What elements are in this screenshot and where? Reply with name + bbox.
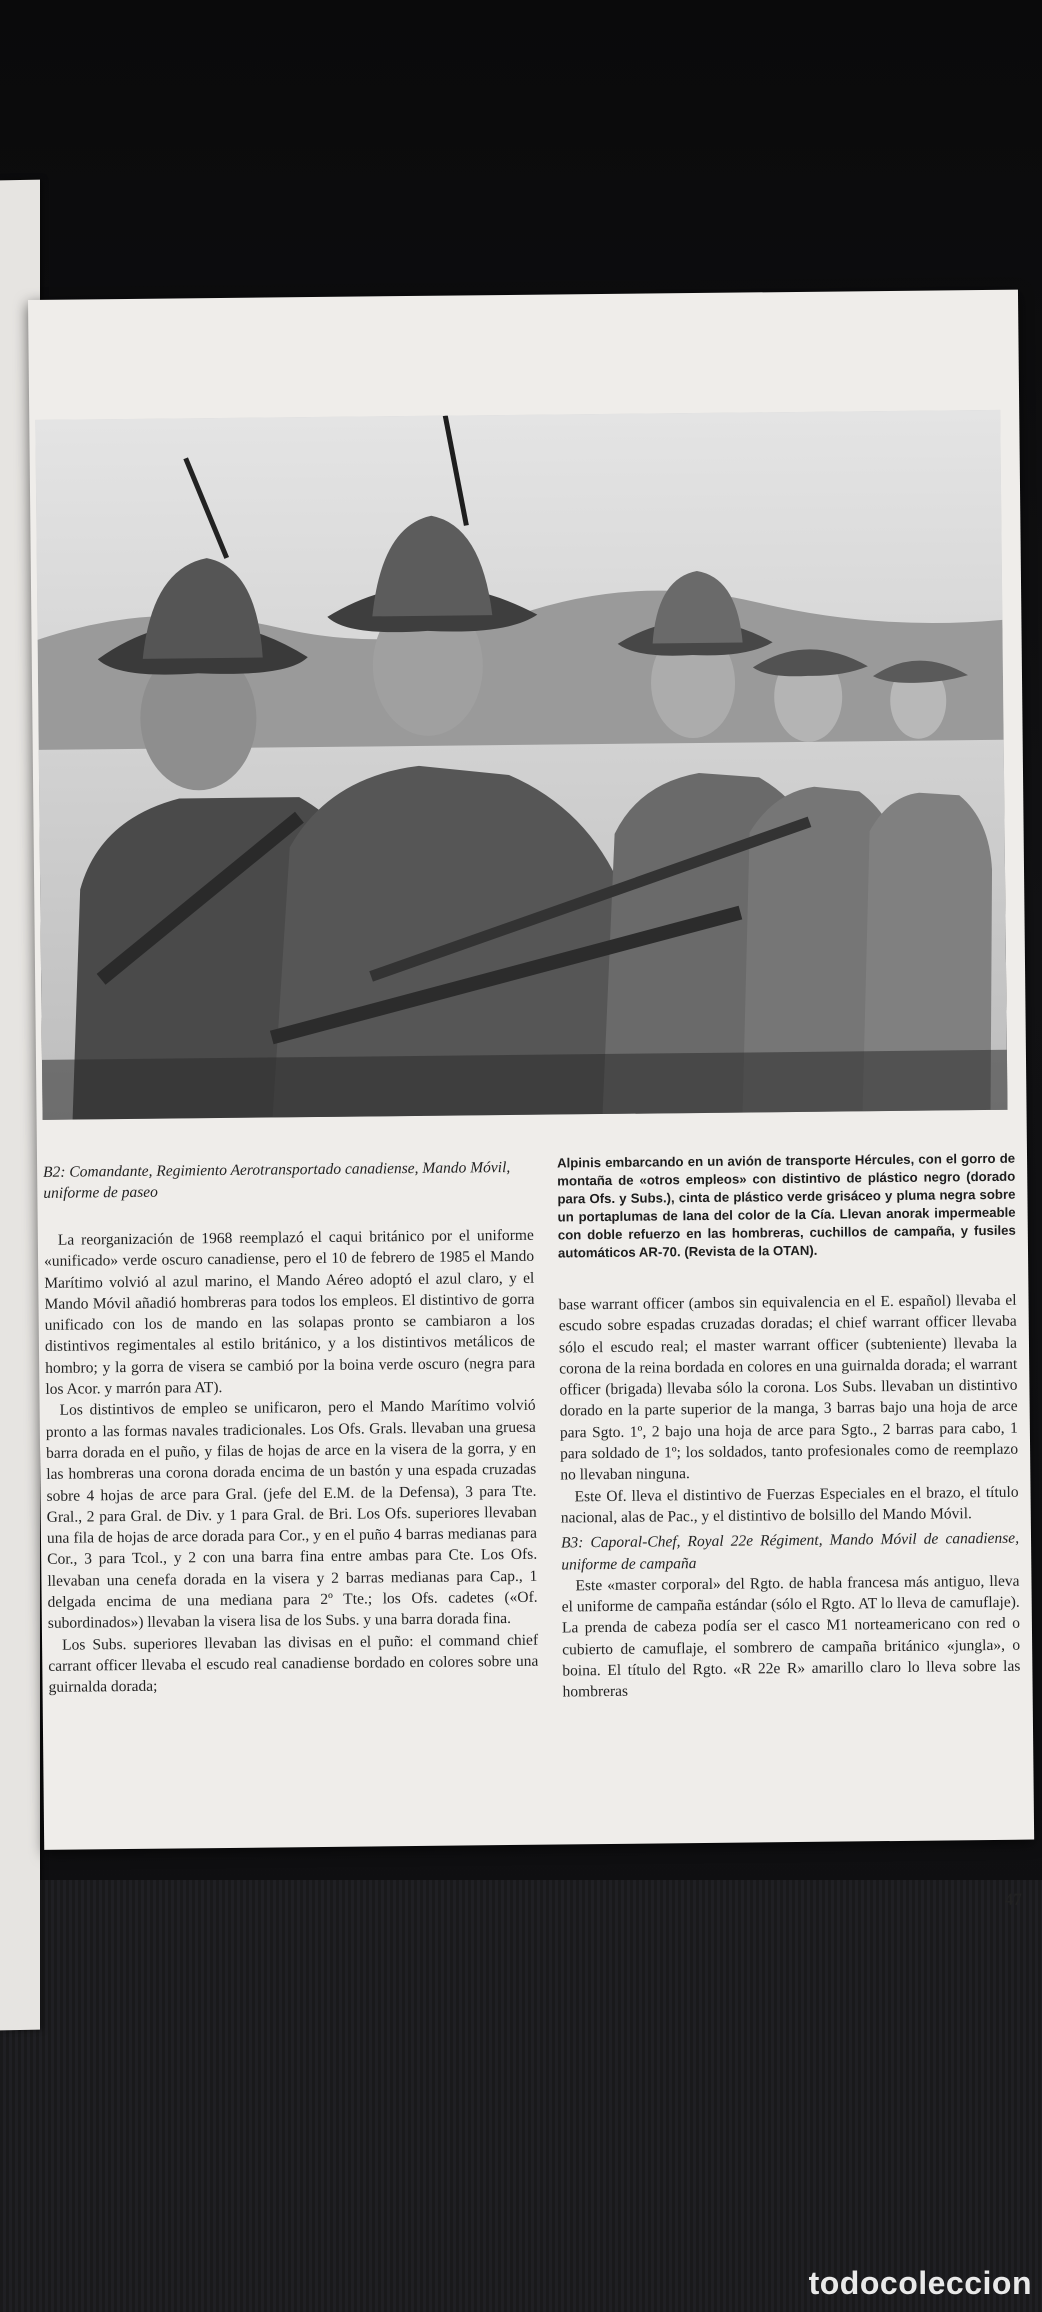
left-column-text bbox=[44, 1225, 539, 1699]
right-column-text bbox=[558, 1290, 1020, 1703]
dark-fabric-surface bbox=[0, 1880, 1042, 2312]
photo-caption: Alpinis embarcando en un avión de transporte Hércules, con el gorro de montaña de «otros empleos» con distintivo de plástico negro (dorado para Ofs. y Subs.), cinta de plástico verde grisáceo y pluma negra sobre un portaplumas de lana del color de la Cía. Llevan anorak impermeable con doble refuerzo en las hombreras, cuchillos de campaña, y fusiles automáticos AR-70. (Revista de la OTAN). bbox=[556, 1150, 1016, 1261]
page-number: 47 bbox=[1004, 1889, 1022, 1909]
left-paragraph: Los Subs. superiores llevaban las divisas en el puño: el command chief carrant officer llevaba el escudo real canadiense bordado en colores sobre una guirnalda dorada; bbox=[48, 1631, 539, 1697]
right-paragraph: base warrant officer (ambos sin equivalencia en el E. español) llevaba el escudo sobre espadas cruzadas doradas; el chief warrant officer llevaba sólo el escudo real; el master warrant officer (subteniente) llevaba la corona de la reina bordada en colores en una guirnalda dorada; el warrant officer (brigada) llevaba sólo la corona. Los Subs. llevaban un distintivo dorado en la parte superior de la manga, 3 barras bajo una hoja de arce para Sgto. 1º, 2 bajo una hoja de arce para Sgto., 2 barras para cabo, 1 para soldado de 1º; los soldados, tanto profesionales como de reemplazo no llevaban ninguna. bbox=[558, 1291, 1019, 1484]
right-paragraph: Este «master corporal» del Rgto. de habla francesa más antiguo, lleva el uniforme de campaña estándar (sólo el Rgto. AT lo lleva de camuflaje). La prenda de cabeza podía ser el casco M1 norteamericano con red o cubierto de camuflaje, el sombrero de campaña británico «jungla», o boina. El título del Rgto. «R 22e R» amarillo claro lo lleva sobre las hombreras bbox=[561, 1572, 1021, 1701]
left-paragraph: La reorganización de 1968 reemplazó el caqui británico por el uniforme «unificado» verde oscuro canadiense, pero el 10 de febrero de 1985 el Mando Marítimo volvió al azul marino, el Mando Aéreo adoptó el azul claro, y el Mando Móvil añadió hombreras para todos los empleos. El distintivo de gorra unificado con los de mando en las solapas pronto se cambiaron a los distintivos regimentales al estilo británico, y a los distintivos metálicos de hombro; y la gorra de visera se cambió por la boina verde oscuro (negra para los Acor. y marrón para AT). bbox=[43, 1226, 536, 1398]
right-paragraph: Este Of. lleva el distintivo de Fuerzas Especiales en el brazo, el título nacional, alas de Pac., y el distintivo de bolsillo del Mando Móvil. bbox=[560, 1483, 1019, 1527]
left-paragraph: Los distintivos de empleo se unificaron, pero el Mando Marítimo volvió pronto a las formas navales tradicionales. Los Ofs. Grals. llevaban una gruesa barra dorada en el puño, y filas de hojas de arce en la visera de la gorra, y en las hombreras una corona dorada encima de un bastón y una espada cruzadas sobre 4 hojas de arce para Gral. (jefe del E.M. de la Defensa), 3 para Tte. Gral., 2 para Gral. de Div. y 1 para Gral. de Bri. Los Ofs. superiores llevaban una fila de hojas de arce dorada para Cor., y en el puño 4 barras medianas para Cor., 3 para Tcol., y 2 con una barra fina entre ambas para Cte. Los Ofs. llevaban una cenefa dorada en la visera y 2 barras medianas para Cap., 1 delgada encima de una mediana para 2º Tte.; los Ofs. cadetes («Of. subordinados») llevaban la visera lisa de los Subs. y una barra dorada fina. bbox=[45, 1397, 538, 1633]
soldiers-photo-illustration bbox=[35, 410, 1007, 1120]
soldiers-photo bbox=[35, 410, 1007, 1120]
caption-b2 bbox=[43, 1157, 533, 1204]
watermark-text: todocoleccion bbox=[808, 2265, 1032, 2301]
caption-b3-title: B3: Caporal-Chef, Royal 22e Régiment, Mando Móvil de canadiense, uniforme de campaña bbox=[560, 1529, 1020, 1574]
caption-b2-title: B2: Comandante, Regimiento Aerotransportado canadiense, Mando Móvil, uniforme de paseo bbox=[43, 1158, 511, 1202]
watermark-logo bbox=[809, 2265, 1032, 2302]
book-page bbox=[28, 290, 1034, 1909]
